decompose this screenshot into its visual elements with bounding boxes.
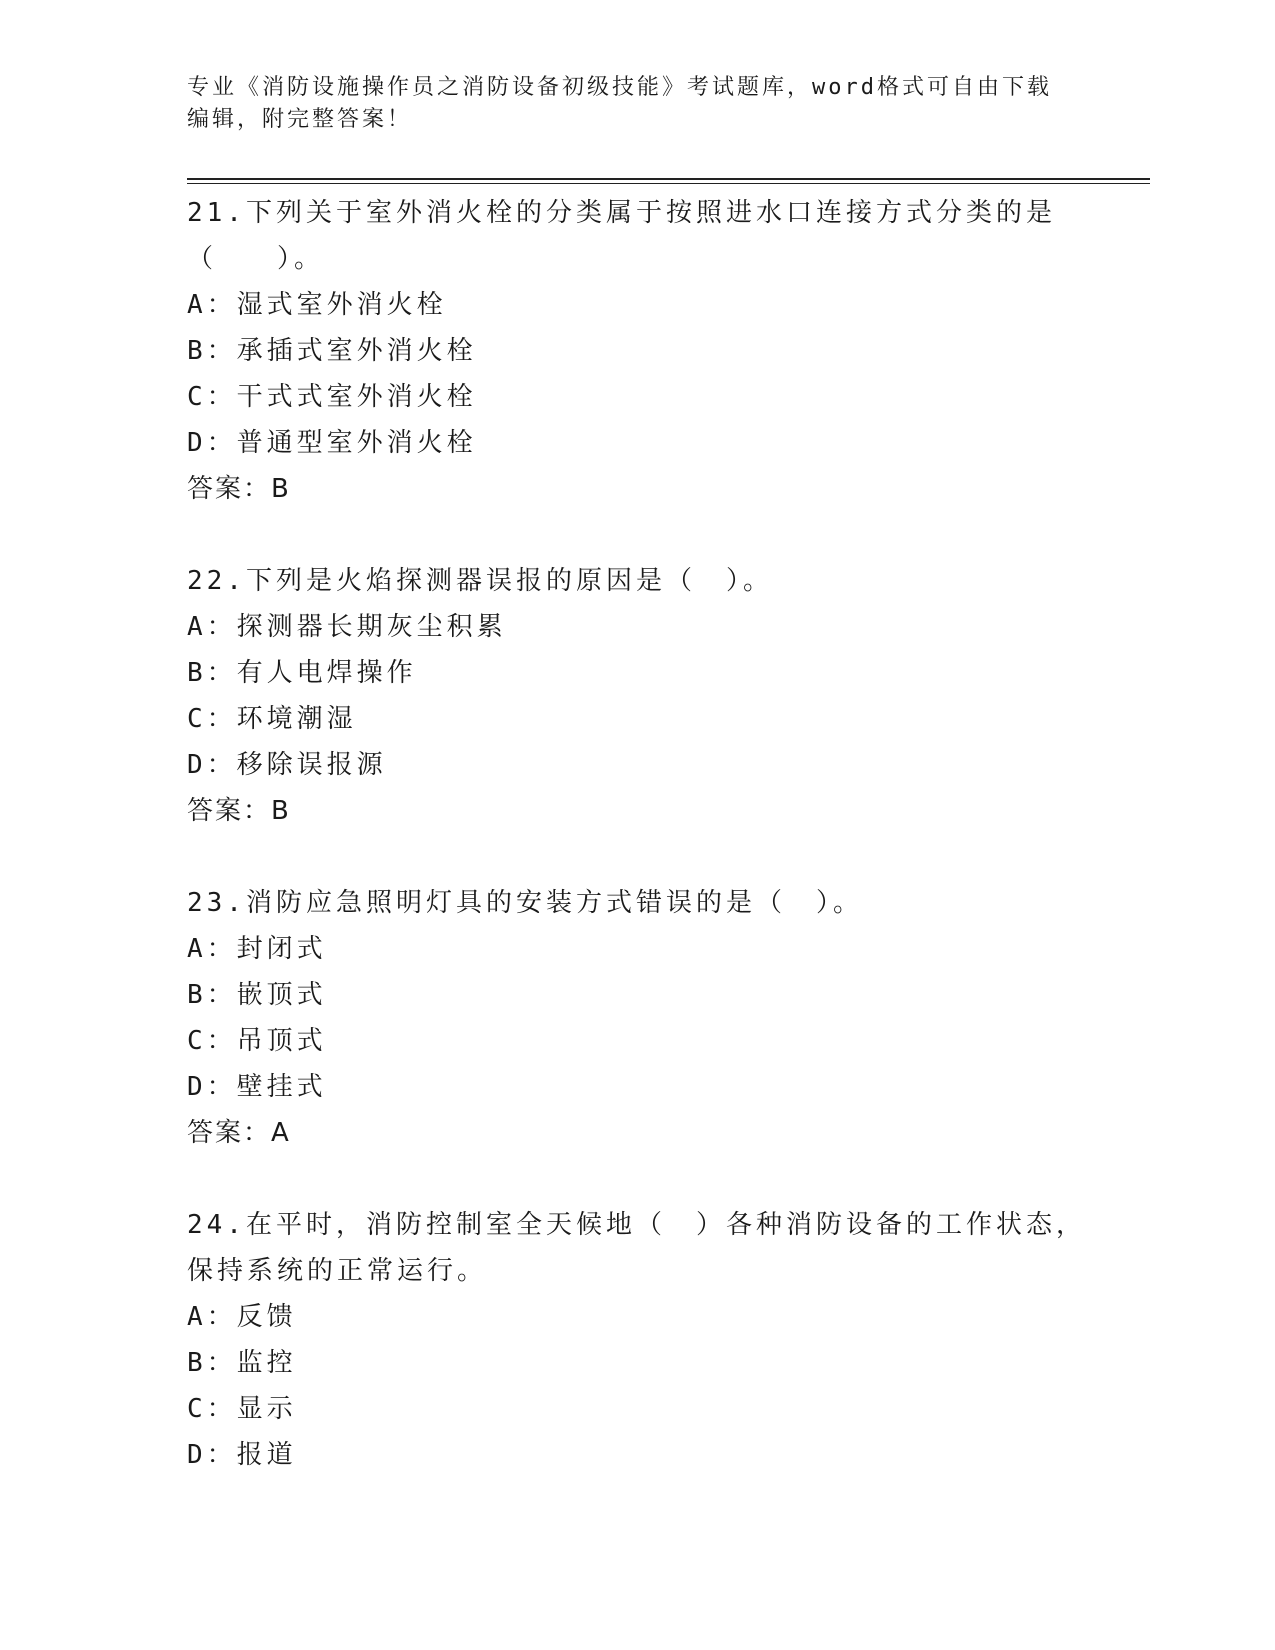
option-d: D：普通型室外消火栓 — [187, 428, 477, 458]
option-c: C：环境潮湿 — [187, 704, 357, 734]
option-a: A：湿式室外消火栓 — [187, 290, 447, 320]
option-b: B：有人电焊操作 — [187, 658, 417, 688]
document-header: 专业《消防设施操作员之消防设备初级技能》考试题库，word格式可自由下载编辑，附完整答案！ — [187, 75, 1052, 132]
option-b: B：嵌顶式 — [187, 980, 327, 1010]
answer-line: 答案：B — [187, 796, 291, 826]
header-divider-thick — [187, 178, 1150, 180]
question-stem: 21.下列关于室外消火栓的分类属于按照进水口连接方式分类的是（ ）。 — [187, 198, 1056, 274]
question-22 — [187, 558, 1087, 834]
option-a: A：探测器长期灰尘积累 — [187, 612, 507, 642]
option-c: C：干式式室外消火栓 — [187, 382, 477, 412]
option-d: D：报道 — [187, 1440, 297, 1470]
question-23 — [187, 880, 1087, 1156]
question-21 — [187, 190, 1087, 512]
question-list — [187, 190, 1087, 1524]
option-c: C：吊顶式 — [187, 1026, 327, 1056]
option-d: D：壁挂式 — [187, 1072, 327, 1102]
question-stem: 23.消防应急照明灯具的安装方式错误的是（ ）。 — [187, 888, 863, 918]
answer-line: 答案：A — [187, 1118, 291, 1148]
question-stem: 24.在平时，消防控制室全天候地（ ）各种消防设备的工作状态，保持系统的正常运行。 — [187, 1210, 1086, 1286]
header-divider-thin — [187, 183, 1150, 184]
option-d: D：移除误报源 — [187, 750, 387, 780]
option-a: A：封闭式 — [187, 934, 327, 964]
option-a: A：反馈 — [187, 1302, 297, 1332]
question-stem: 22.下列是火焰探测器误报的原因是（ ）。 — [187, 566, 773, 596]
option-c: C：显示 — [187, 1394, 297, 1424]
question-24 — [187, 1202, 1087, 1478]
answer-line: 答案：B — [187, 474, 291, 504]
option-b: B：承插式室外消火栓 — [187, 336, 477, 366]
option-b: B：监控 — [187, 1348, 297, 1378]
